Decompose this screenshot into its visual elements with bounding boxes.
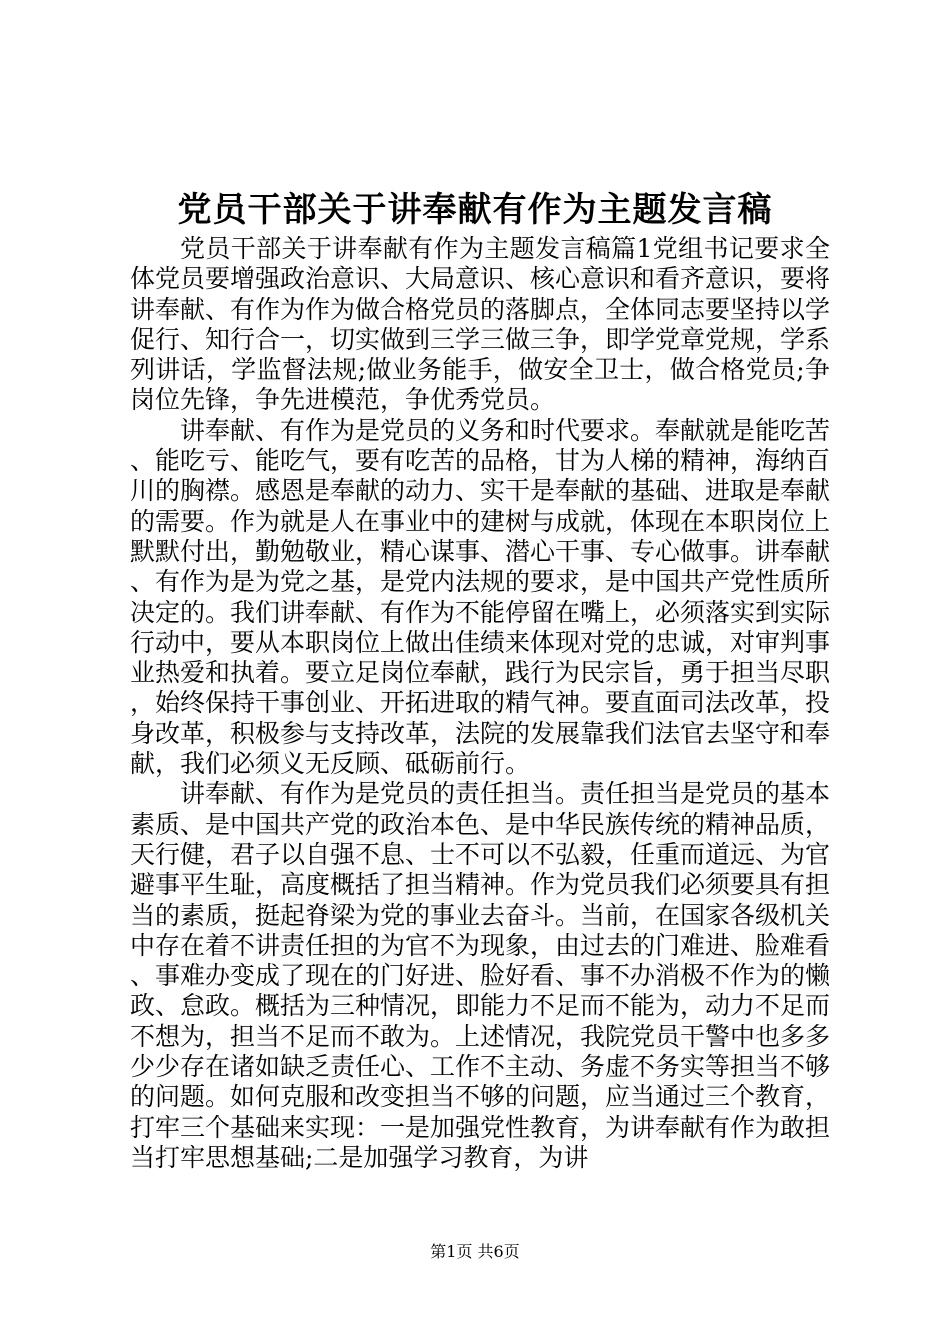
paragraph-3: 讲奉献、有作为是党员的责任担当。责任担当是党员的基本素质、是中国共产党的政治本色、是中华民族传统的精神品质，天行健，君子以自强不息、士不可以不弘毅，任重而道远、为官避事平生耻，高度概括了担当精神。作为党员我们必须要具有担当的素质，挺起脊梁为党的事业去奋斗。当前，在国家各级机关中存在着不讲责任担的为官不为现象，由过去的门难进、脸难看、事难办变成了现在的门好进、脸好看、事不办消极不作为的懒政、怠政。概括为三种情况，即能力不足而不能为，动力不足而不想为，担当不足而不敢为。上述情况，我院党员干警中也多多少少存在诸如缺乏责任心、工作不主动、务虚不务实等担当不够的问题。如何克服和改变担当不够的问题，应当通过三个教育，打牢三个基础来实现：一是加强党性教育，为讲奉献有作为敢担当打牢思想基础;二是加强学习教育，为讲 (130, 779, 831, 1172)
page-footer: 第1页 共6页 (430, 1242, 520, 1261)
document-body (130, 234, 830, 1173)
document-title: 党员干部关于讲奉献有作为主题发言稿 (177, 190, 773, 230)
paragraph-1: 党员干部关于讲奉献有作为主题发言稿篇1党组书记要求全体党员要增强政治意识、大局意识、核心意识和看齐意识，要将讲奉献、有作为作为做合格党员的落脚点，全体同志要坚持以学促行、知行合一，切实做到三学三做三争，即学党章党规，学系列讲话，学监督法规;做业务能手，做安全卫士，做合格党员;争岗位先锋，争先进模范，争优秀党员。 (130, 234, 831, 415)
paragraph-2: 讲奉献、有作为是党员的义务和时代要求。奉献就是能吃苦、能吃亏、能吃气，要有吃苦的品格，甘为人梯的精神，海纳百川的胸襟。感恩是奉献的动力、实干是奉献的基础、进取是奉献的需要。作为就是人在事业中的建树与成就，体现在本职岗位上默默付出，勤勉敬业，精心谋事、潜心干事、专心做事。讲奉献、有作为是为党之基，是党内法规的要求，是中国共产党性质所决定的。我们讲奉献、有作为不能停留在嘴上，必须落实到实际行动中，要从本职岗位上做出佳绩来体现对党的忠诚，对审判事业热爱和执着。要立足岗位奉献，践行为民宗旨，勇于担当尽职，始终保持干事创业、开拓进取的精气神。要直面司法改革，投身改革，积极参与支持改革，法院的发展靠我们法官去坚守和奉献，我们必须义无反顾、砥砺前行。 (130, 415, 831, 779)
